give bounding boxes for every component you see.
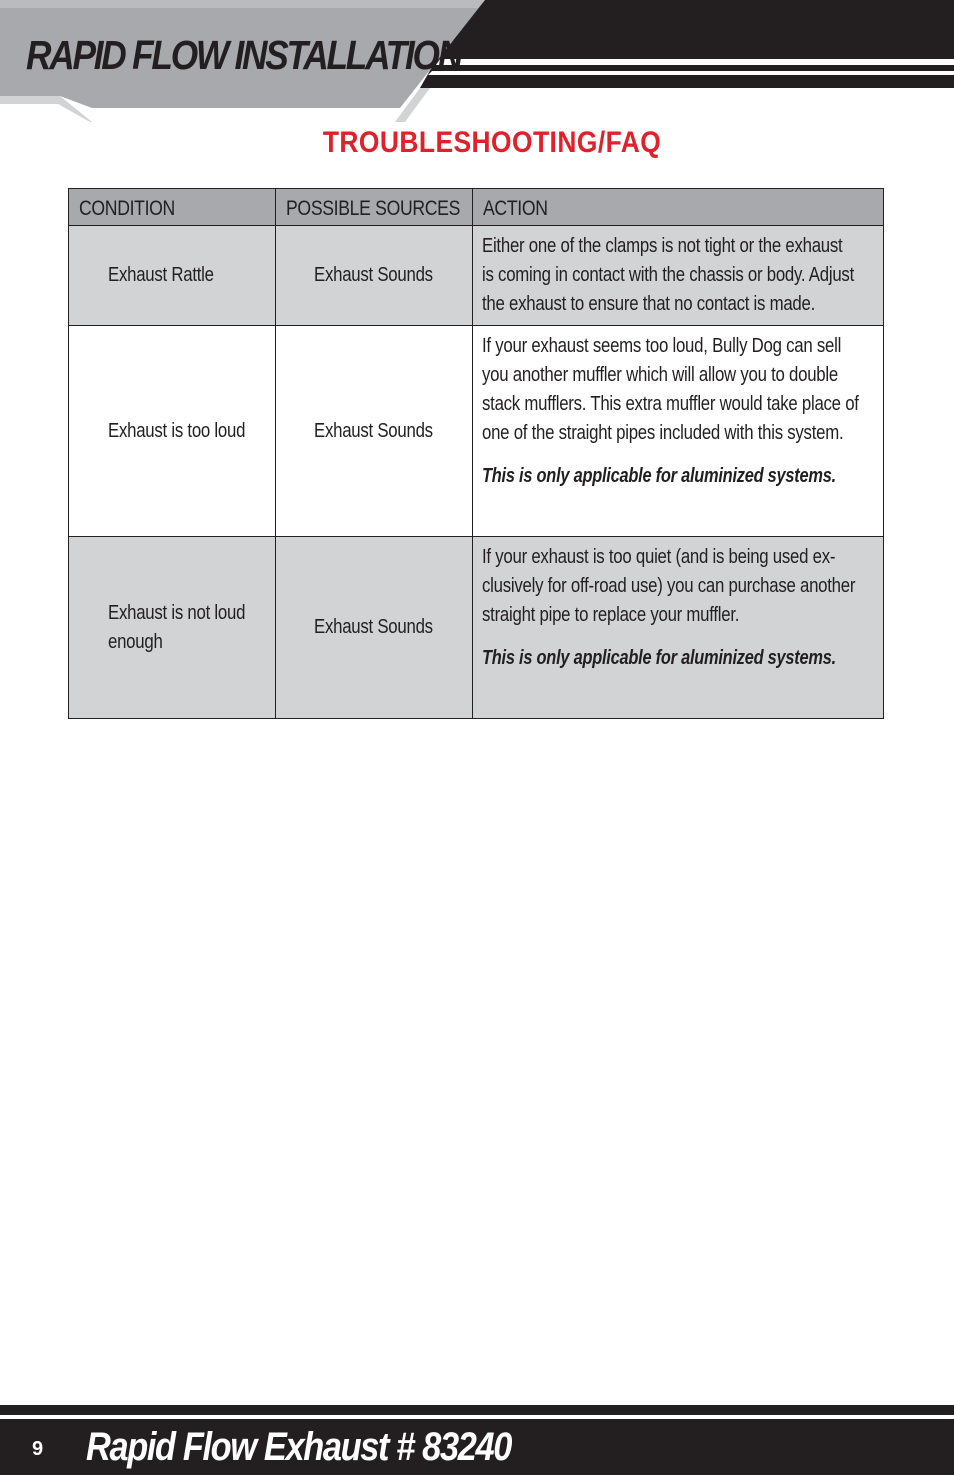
- page-number: 9: [32, 1438, 44, 1460]
- source-cell: Exhaust Sounds: [276, 226, 473, 326]
- condition-cell: Exhaust Rattle: [69, 226, 276, 326]
- page-header: [0, 0, 954, 122]
- footer-divider: [0, 1415, 954, 1419]
- column-header-condition: CONDITION: [69, 189, 276, 226]
- condition-cell: Exhaust is not loud enough: [69, 537, 276, 719]
- action-cell: Either one of the clamps is not tight or the exhaust is coming in contact with the chassis or body. Adjust the exhaust to ensure that no contact is made.: [473, 226, 884, 326]
- column-header-action: ACTION: [473, 189, 884, 226]
- applicability-note: This is only applicable for aluminized systems.: [482, 465, 836, 487]
- table-header-row: [69, 189, 884, 226]
- table-row: [69, 537, 884, 719]
- action-cell: If your exhaust is too quiet (and is being used ex- clusively for off-road use) you can purchase another straight pipe to replace your muffler. This is only applicable for aluminized systems.: [473, 537, 884, 719]
- footer-title: Rapid Flow Exhaust # 83240: [86, 1425, 511, 1469]
- source-cell: Exhaust Sounds: [276, 537, 473, 719]
- table-row: [69, 326, 884, 537]
- action-cell: If your exhaust seems too loud, Bully Dog can sell you another muffler which will allow you to double stack mufflers. This extra muffler would take place of one of the straight pipes included with this system. This is only applicable for aluminized systems.: [473, 326, 884, 537]
- column-header-possible-sources: POSSIBLE SOURCES: [276, 189, 473, 226]
- applicability-note: This is only applicable for aluminized systems.: [482, 647, 836, 669]
- page-footer: [0, 1405, 954, 1475]
- section-title: TROUBLESHOOTING/FAQ: [322, 126, 662, 159]
- header-title: RAPID FLOW INSTALLATION: [26, 32, 461, 78]
- troubleshooting-table: [68, 188, 884, 719]
- condition-cell: Exhaust is too loud: [69, 326, 276, 537]
- source-cell: Exhaust Sounds: [276, 326, 473, 537]
- table-row: [69, 226, 884, 326]
